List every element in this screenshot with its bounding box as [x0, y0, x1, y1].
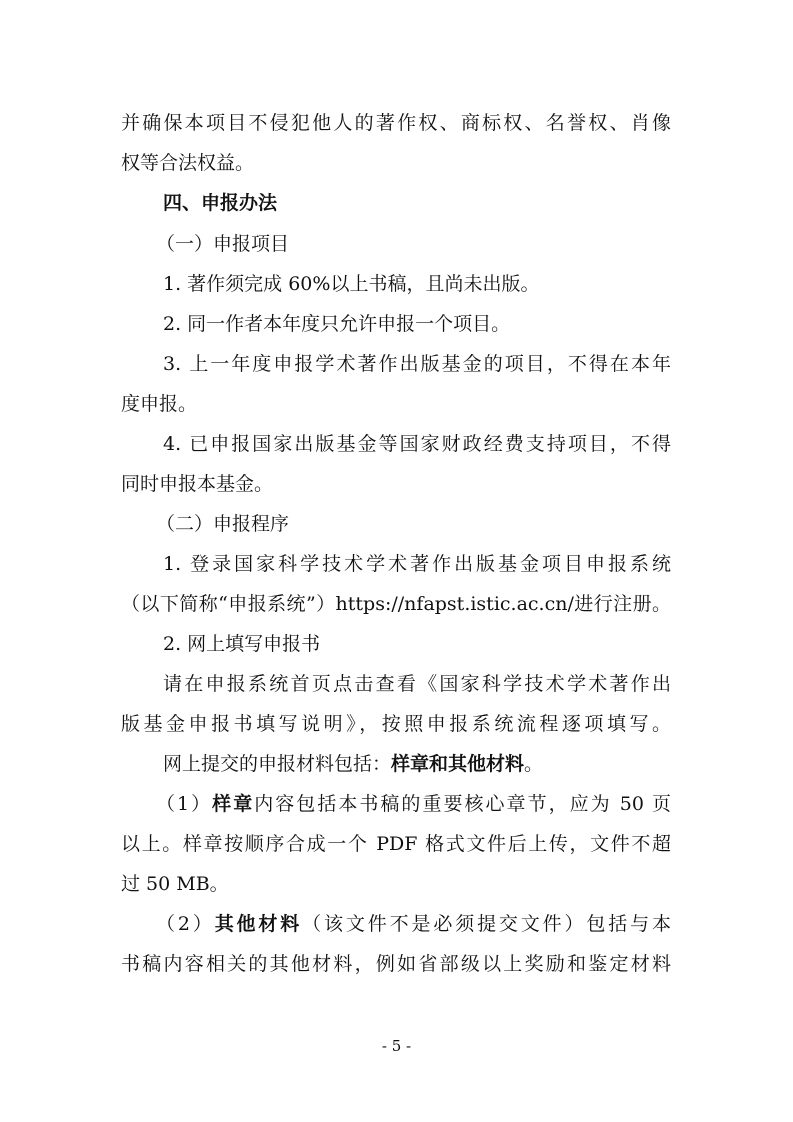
section-heading: 四、申报办法: [163, 192, 278, 214]
text-run: （该文件不是必须提交文件）包括与本: [302, 913, 671, 935]
text-run: 网上提交的申报材料包括：: [163, 753, 392, 775]
paragraph-line: 请在申报系统首页点击查看《国家科学技术学术著作出: [163, 673, 671, 695]
paragraph-line: [156, 911, 671, 937]
text-run: （2）: [156, 913, 215, 935]
list-item: 1. 著作须完成 60%以上书稿，且尚未出版。: [163, 273, 540, 295]
list-item: 4. 已申报国家出版基金等国家财政经费支持项目，不得: [163, 433, 671, 455]
page-number: - 5 -: [381, 1037, 412, 1055]
bold-text-run: 样章和其他材料: [391, 753, 525, 775]
subsection-heading: （二）申报程序: [156, 513, 290, 535]
paragraph-line: 书稿内容相关的其他材料，例如省部级以上奖励和鉴定材料: [121, 953, 671, 975]
bold-text-run: 其他材料: [214, 913, 303, 935]
list-item-continuation: 同时申报本基金。: [121, 473, 274, 495]
text-run: 内容包括本书稿的重要核心章节，应为 50 页: [254, 793, 671, 815]
list-item-continuation: 度申报。: [121, 393, 198, 415]
paragraph-line: 以上。样章按顺序合成一个 PDF 格式文件后上传，文件不超: [121, 833, 671, 855]
text-run: 。: [524, 753, 544, 775]
list-item: 2. 网上填写申报书: [163, 633, 321, 655]
paragraph-line: 过 50 MB。: [121, 873, 229, 895]
paragraph-line: 版基金申报书填写说明》，按照申报系统流程逐项填写。: [121, 713, 671, 735]
paragraph-line: 并确保本项目不侵犯他人的著作权、商标权、名誉权、肖像: [121, 112, 671, 134]
subsection-heading: （一）申报项目: [156, 233, 290, 255]
list-item: 1. 登录国家科学技术学术著作出版基金项目申报系统: [163, 553, 671, 575]
text-run: （1）: [156, 793, 213, 815]
list-item: 3. 上一年度申报学术著作出版基金的项目，不得在本年: [163, 353, 671, 375]
paragraph-line: 权等合法权益。: [121, 152, 255, 174]
paragraph-line: [156, 791, 671, 817]
bold-text-run: 样章: [212, 793, 255, 815]
paragraph-line: [163, 751, 543, 777]
list-item: 2. 同一作者本年度只允许申报一个项目。: [163, 313, 511, 335]
list-item-continuation: （以下简称“申报系统”）https://nfapst.istic.ac.cn/进行注册。: [121, 593, 671, 615]
